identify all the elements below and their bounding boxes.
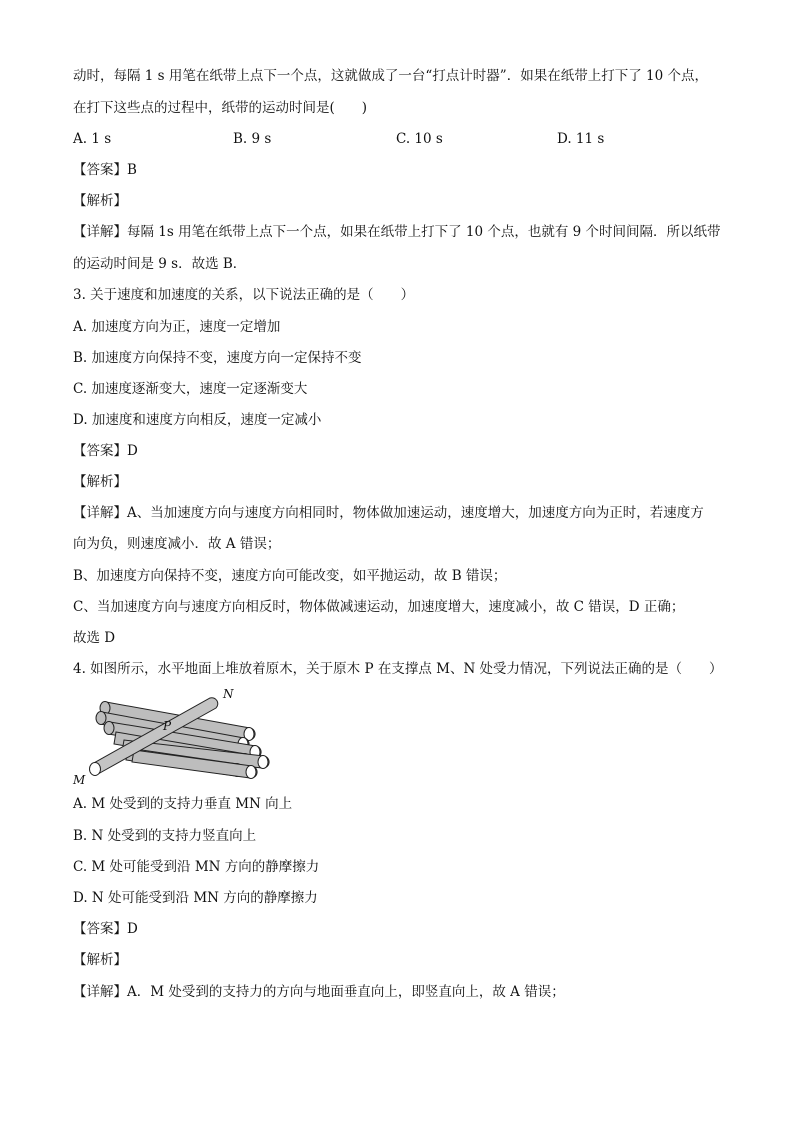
q4-stem: 4. 如图所示，水平地面上堆放着原木，关于原木 P 在支撑点 M、N 处受力情况，下列说法正确的是（ ） xyxy=(73,661,723,677)
logs-figure xyxy=(70,684,285,788)
q3-option-a: A. 加速度方向为正，速度一定增加 xyxy=(73,319,281,335)
label-m: M xyxy=(73,773,86,787)
q2-detail-line2: 的运动时间是 9 s．故选 B． xyxy=(73,256,247,272)
q4-option-c: C. M 处可能受到沿 MN 方向的静摩擦力 xyxy=(73,859,320,875)
q3-answer: 【答案】D xyxy=(73,443,138,459)
q3-detail-line2: 向为负，则速度减小．故 A 错误； xyxy=(73,536,281,552)
label-n: N xyxy=(223,687,234,701)
label-p: P xyxy=(163,719,172,733)
q4-answer: 【答案】D xyxy=(73,921,138,937)
q3-option-c: C. 加速度逐渐变大，速度一定逐渐变大 xyxy=(73,381,308,397)
q2-detail-line1: 【详解】每隔 1s 用笔在纸带上点下一个点，如果在纸带上打下了 10 个点，也就有 9 个时间间隔．所以纸带 xyxy=(73,224,721,240)
q2-option-d: D. 11 s xyxy=(557,131,605,147)
q2-answer: 【答案】B xyxy=(73,162,137,178)
q2-option-a: A. 1 s xyxy=(73,131,112,147)
q2-analysis-heading: 【解析】 xyxy=(73,193,127,209)
q3-detail-line3: B、加速度方向保持不变，速度方向可能改变，如平抛运动，故 B 错误； xyxy=(73,568,507,584)
q3-detail-line4: C、当加速度方向与速度方向相反时，物体做减速运动，加速度增大，速度减小，故 C 错误，D 正确； xyxy=(73,599,685,615)
q4-option-d: D. N 处可能受到沿 MN 方向的静摩擦力 xyxy=(73,890,318,906)
q2-option-b: B. 9 s xyxy=(233,131,272,147)
q3-stem: 3. 关于速度和加速度的关系，以下说法正确的是（ ） xyxy=(73,287,415,303)
q4-detail-line1: 【详解】A．M 处受到的支持力的方向与地面垂直向上，即竖直向上，故 A 错误； xyxy=(73,984,565,1000)
q4-analysis-heading: 【解析】 xyxy=(73,952,127,968)
q3-detail-line5: 故选 D xyxy=(73,630,116,646)
q2-stem-line1: 动时，每隔 1 s 用笔在纸带上点下一个点，这就做成了一台“打点计时器”．如果在纸带上打下了 10 个点， xyxy=(73,68,708,84)
q4-option-a: A. M 处受到的支持力垂直 MN 向上 xyxy=(73,796,293,812)
q2-option-c: C. 10 s xyxy=(396,131,443,147)
q3-option-d: D. 加速度和速度方向相反，速度一定减小 xyxy=(73,412,322,428)
q3-option-b: B. 加速度方向保持不变，速度方向一定保持不变 xyxy=(73,350,362,366)
q2-stem-line2: 在打下这些点的过程中，纸带的运动时间是( ) xyxy=(73,100,368,116)
q4-option-b: B. N 处受到的支持力竖直向上 xyxy=(73,828,257,844)
q3-detail-line1: 【详解】A、当加速度方向与速度方向相同时，物体做加速运动，速度增大，加速度方向为正时，若速度方 xyxy=(73,505,704,521)
q3-analysis-heading: 【解析】 xyxy=(73,474,127,490)
